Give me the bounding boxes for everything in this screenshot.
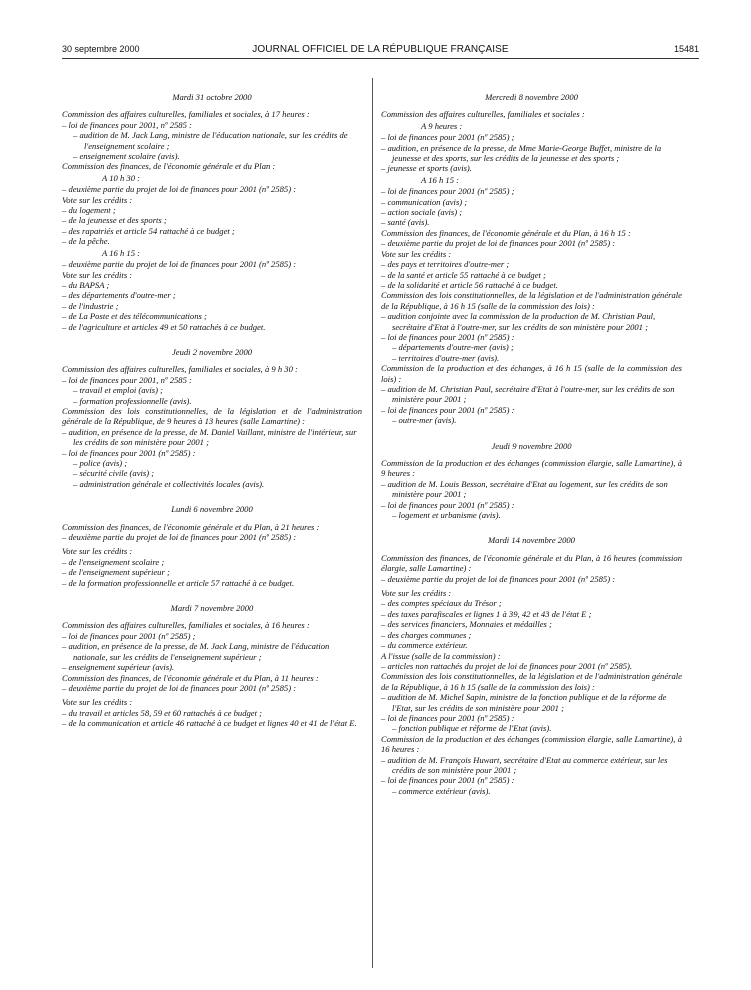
agenda-item: – loi de finances pour 2001 (nº 2585) ; [381,186,515,197]
agenda-item: – de l'enseignement supérieur ; [62,567,170,578]
section-date-heading: Jeudi 9 novembre 2000 [491,440,572,451]
agenda-paragraph: Vote sur les crédits : [62,546,133,557]
agenda-subitem: – travail et emploi (avis) ; [73,385,163,396]
agenda-paragraph: Commission des lois constitutionnelles, de la législation et de l'administration générale de la République, à 16 h 15 (salle de la commission des lois) : [381,290,682,311]
agenda-paragraph: Commission de la production et des échanges (commission élargie, salle Lamartine), à 9 heures : [381,458,682,479]
section-gap [62,332,362,347]
agenda-subitem: – logement et urbanisme (avis). [392,510,501,521]
agenda-item: – des charges communes ; [381,629,472,640]
agenda-subitem: – commerce extérieur (avis). [392,785,491,796]
agenda-item: – loi de finances pour 2001 (nº 2585) ; [62,630,196,641]
agenda-item: – des services financiers, Monnaies et médailles ; [381,619,552,630]
section-date-heading: Lundi 6 novembre 2000 [171,504,253,515]
agenda-paragraph: Commission des finances, de l'économie générale et du Plan : [62,161,276,172]
agenda-paragraph: Vote sur les crédits : [62,697,133,708]
agenda-paragraph: Vote sur les crédits : [381,588,452,599]
agenda-item: – de la solidarité et article 56 rattaché à ce budget. [381,279,558,290]
agenda-paragraph: Commission de la production et des échanges, à 16 h 15 (salle de la commission des lois) : [381,363,682,384]
journal-title: JOURNAL OFFICIEL DE LA RÉPUBLIQUE FRANÇAISE [252,44,509,55]
agenda-item: – de la pêche. [62,236,110,247]
section-gap [381,426,682,441]
agenda-subitem: – départements d'outre-mer (avis) ; [392,342,514,353]
agenda-paragraph: Commission des affaires culturelles, familiales et sociales : [381,109,585,120]
agenda-item: – audition de M. Michel Sapin, ministre de la fonction publique et de la réforme de l'Etat, sur les crédits de son ministère pour 2001 ; [381,692,667,713]
agenda-item: – loi de finances pour 2001 (nº 2585) : [381,331,515,342]
agenda-item: – du BAPSA ; [62,279,110,290]
agenda-item: – enseignement supérieur (avis). [62,662,175,673]
agenda-item: – des rapatriés et article 54 rattaché à ce budget ; [62,225,235,236]
agenda-paragraph: Commission de la production et des échanges (commission élargie, salle Lamartine), à 16 heures : [381,733,682,755]
agenda-item: – de La Poste et des télécommunications ; [62,311,207,322]
section-date-heading: Mercredi 8 novembre 2000 [485,92,578,102]
agenda-item: – de l'agriculture et articles 49 et 50 rattachés à ce budget. [62,321,266,332]
agenda-paragraph: Commission des finances, de l'économie générale et du Plan, à 11 heures : [62,672,319,683]
agenda-item: – articles non rattachés du projet de loi de finances pour 2001 (nº 2585). [381,660,633,671]
header-date: 30 septembre 2000 [62,44,140,54]
section-gap [381,520,682,535]
section-date-heading: Mardi 14 novembre 2000 [488,535,575,546]
agenda-item: – audition conjointe avec la commission de la production de M. Christian Paul, secrétaire d'Etat à l'outre-mer, sur les crédits de son ministère pour 2001 ; [381,311,656,332]
agenda-item: – loi de finances pour 2001 (nº 2585) : [381,499,515,510]
agenda-item: – action sociale (avis) ; [381,207,463,218]
agenda-item: – loi de finances pour 2001, nº 2585 : [62,119,192,130]
section-date-heading: Mardi 7 novembre 2000 [170,603,254,614]
agenda-item: – de la communication et article 46 rattaché à ce budget et lignes 40 et 41 de l'état E. [62,718,357,729]
agenda-paragraph: Vote sur les crédits : [381,248,452,259]
agenda-item: – de l'industrie ; [62,300,119,311]
agenda-item: – deuxième partie du projet de loi de finances pour 2001 (nº 2585) : [381,573,616,584]
agenda-subitem: – outre-mer (avis). [392,415,457,426]
agenda-subitem: – formation professionnelle (avis). [73,395,192,406]
agenda-paragraph: Vote sur les crédits : [62,194,133,205]
agenda-subitem: – audition de M. Jack Lang, ministre de l'éducation nationale, sur les crédits de l'enseignement scolaire ; [73,130,348,151]
agenda-item: – deuxième partie du projet de loi de finances pour 2001 (nº 2585) : [381,238,616,249]
agenda-item: – loi de finances pour 2001 (nº 2585) ; [381,132,515,143]
section-date-heading: Mardi 31 octobre 2000 [172,92,252,102]
section-gap [62,588,362,603]
agenda-paragraph: Commission des affaires culturelles, familiales et sociales, à 16 heures : [62,620,310,631]
agenda-paragraph: Commission des affaires culturelles, familiales et sociales, à 9 h 30 : [62,364,298,375]
agenda-item: – du commerce extérieur. [381,640,468,651]
page-number: 15481 [673,44,699,54]
agenda-item: – loi de finances pour 2001 (nº 2585) : [62,447,196,458]
agenda-item: – audition de M. Christian Paul, secrétaire d'Etat à l'outre-mer, sur les crédits de son ministère pour 2001 ; [381,383,675,405]
agenda-paragraph: Vote sur les crédits : [62,269,133,280]
agenda-paragraph: Commission des finances, de l'économie générale et du Plan, à 16 heures (commission élargie, salle Lamartine) : [381,552,682,574]
agenda-item: – santé (avis). [381,217,430,228]
section-gap [62,489,362,504]
agenda-item: – communication (avis) ; [381,196,468,207]
agenda-item: – loi de finances pour 2001 (nº 2585) : [381,775,515,786]
header-rule [62,58,699,59]
agenda-item: – des pays et territoires d'outre-mer ; [381,259,510,270]
agenda-item: – du logement ; [62,205,116,216]
agenda-item: – des taxes parafiscales et lignes 1 à 39, 42 et 43 de l'état E ; [381,608,592,619]
agenda-item: – des départements d'outre-mer ; [62,290,176,301]
agenda-paragraph: Commission des finances, de l'économie générale et du Plan, à 16 h 15 : [381,227,631,238]
right-column [381,92,682,796]
session-time: A 16 h 15 : [421,174,460,185]
agenda-paragraph: Commission des affaires culturelles, familiales et sociales, à 17 heures : [62,109,310,120]
agenda-item: – de l'enseignement scolaire ; [62,556,165,567]
session-time: A 10 h 30 : [102,172,141,183]
agenda-item: – du travail et articles 58, 59 et 60 rattachés à ce budget ; [62,707,263,718]
agenda-paragraph: Commission des lois constitutionnelles, de la législation et de l'administration générale de la République, de 9 heures à 13 heures (salle Lamartine) : [62,405,362,427]
agenda-item: – audition de M. François Huwart, secrétaire d'Etat au commerce extérieur, sur les crédits de son ministère pour 2001 ; [381,754,668,775]
agenda-paragraph: Commission des lois constitutionnelles, de la législation et de l'administration générale de la République, à 16 h 15 (salle de la commission des lois) : [381,671,682,692]
agenda-item: – audition, en présence de la presse, de M. Jack Lang, ministre de l'éducation nationale, sur les crédits de l'enseignement supérieur ; [62,641,330,662]
agenda-item: – de la santé et article 55 rattaché à ce budget ; [381,269,546,280]
agenda-item: – deuxième partie du projet de loi de finances pour 2001 (nº 2585) : [62,532,297,543]
agenda-item: – audition, en présence de la presse, de M. Daniel Vaillant, ministre de l'intérieur, sur les crédits de son ministère pour 2001 ; [62,426,357,448]
session-time: A 9 heures : [421,120,463,131]
agenda-item: – audition de M. Louis Besson, secrétaire d'Etat au logement, sur les crédits de son ministère pour 2001 ; [381,478,668,500]
agenda-subitem: – enseignement scolaire (avis). [73,151,180,162]
section-date-heading: Jeudi 2 novembre 2000 [171,346,253,357]
agenda-subitem: – sécurité civile (avis) ; [73,468,155,479]
agenda-item: – des comptes spéciaux du Trésor ; [381,598,502,609]
agenda-item: – loi de finances pour 2001 (nº 2585) : [381,712,515,723]
agenda-item: – de la jeunesse et des sports ; [62,215,167,226]
agenda-paragraph: Commission des finances, de l'économie générale et du Plan, à 21 heures : [62,521,320,532]
agenda-item: – loi de finances pour 2001, nº 2585 : [62,374,192,385]
agenda-paragraph: A l'issue (salle de la commission) : [381,650,501,661]
agenda-item: – audition, en présence de la presse, de Mme Marie-George Buffet, ministre de la jeunesse et des sports, sur les crédits de la jeunesse et des sports ; [381,142,662,164]
agenda-item: – deuxième partie du projet de loi de finances pour 2001 (nº 2585) : [62,682,297,693]
left-column [62,92,362,729]
agenda-subitem: – territoires d'outre-mer (avis). [392,352,500,363]
agenda-item: – deuxième partie du projet de loi de finances pour 2001 (nº 2585) : [62,184,297,195]
agenda-item: – loi de finances pour 2001 (nº 2585) : [381,404,515,415]
agenda-item: – de la formation professionnelle et article 57 rattaché à ce budget. [62,577,295,588]
session-time: A 16 h 15 : [102,247,141,258]
page-header [62,44,699,58]
agenda-subitem: – police (avis) ; [73,458,128,468]
agenda-item: – jeunesse et sports (avis). [381,163,472,174]
column-divider [372,78,373,968]
agenda-item: – deuxième partie du projet de loi de finances pour 2001 (nº 2585) : [62,259,297,270]
agenda-subitem: – fonction publique et réforme de l'Etat (avis). [392,723,552,734]
agenda-subitem: – administration générale et collectivités locales (avis). [73,478,265,489]
